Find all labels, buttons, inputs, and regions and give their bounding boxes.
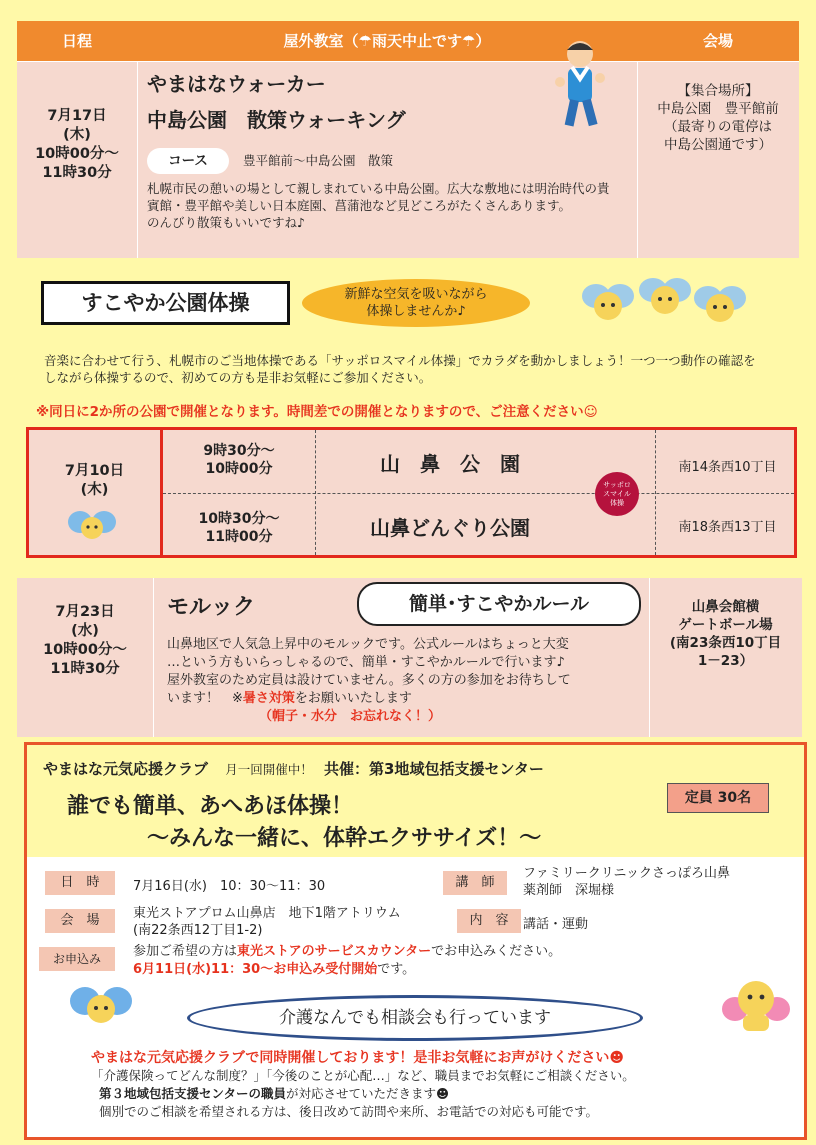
event-description: 札幌市民の憩いの場として親しまれている中島公園。広大な敷地には明治時代の貴 賓館・豊平館や美しい日本庭園、菖蒲池など見どころがたくさんあります。 のんびり散策もいいですね♪: [147, 181, 610, 230]
molkky-venue: 山鼻会館横 ゲートボール場 (南23条西10丁目 1－23）: [669, 599, 782, 669]
club-place: 東光ストアプロム山鼻店 地下1階アトリウム (南22条西12丁目1-2): [133, 906, 401, 938]
park-schedule-table: [26, 427, 797, 558]
meeting-place: 【集合場所】 中島公園 豊平館前 （最寄りの電停は 中島公園通です）: [657, 83, 779, 153]
lecturer-label: 講 師: [443, 871, 507, 895]
course-text: 豊平館前～中島公園 散策: [243, 153, 394, 168]
col-venue-header: 会場: [702, 32, 733, 50]
content-label: 内 容: [457, 909, 521, 933]
club-subtitle: ～みんな一緒に、体幹エクササイズ！～: [147, 826, 542, 851]
time-slot-1: 9時30分～ 10時00分: [203, 443, 275, 477]
exercise-bubble: 新鮮な空気を吸いながら 体操しませんか♪: [302, 279, 530, 327]
consult-oval: 介護なんでも相談会も行っています: [187, 995, 643, 1041]
park-address-2: 南18条西13丁目: [678, 520, 777, 535]
molkky-rule-bubble: 簡単･すこやかルール: [357, 582, 641, 626]
club-name: やまはな元気応援クラブ 月一回開催中！ 共催：第3地域包括支援センター: [43, 760, 544, 778]
club-lecturer: ファミリークリニックさっぽろ山鼻 薬剤師 深堀様: [523, 866, 730, 898]
umbrella-icon: ☂: [462, 32, 476, 50]
park-name-2: 山鼻どんぐり公園: [370, 516, 530, 540]
walker-illustration: [542, 34, 612, 134]
park-address-1: 南14条西10丁目: [678, 460, 777, 475]
consult-description: 「介護保険ってどんな制度？」「今後のことが心配…」など、職員までお気軽にご相談ください。 第３地域包括支援センターの職員が対応させていただきます☻ 個別でのご相談を希望される方は、後日改めて訪問や来所、お電話での対応も可能です。: [91, 1068, 635, 1119]
event-subtitle: 中島公園 散策ウォーキング: [147, 108, 406, 132]
umbrella-icon: ☂: [358, 32, 372, 50]
club-datetime: 7月16日(水) 10：30～11：30: [133, 879, 326, 894]
exercise-heading: すこやか公園体操: [41, 281, 290, 325]
exercise-notice: ※同日に2か所の公園で開催となります。時間差での開催となりますので、ご注意ください☺: [36, 404, 598, 420]
course-label: コース: [147, 148, 229, 174]
outdoor-row: [17, 61, 799, 258]
club-title: 誰でも簡単、あへあほ体操！: [67, 794, 354, 819]
exercise-description: 音楽に合わせて行う、札幌市のご当地体操である「サッポロスマイル体操」でカラダを動かしましょう！一つ一つ動作の確認を しながら体操するので、初めての方も是非お気軽にご参加ください。: [44, 353, 756, 385]
club-section: [24, 742, 807, 1140]
datetime-label: 日 時: [45, 871, 115, 895]
place-label: 会 場: [45, 909, 115, 933]
club-apply: 参加ご希望の方は東光ストアのサービスカウンターでお申込みください。 6月11日(水)11：30～お申込み受付開始です。: [133, 944, 562, 977]
col-date-header: 日程: [61, 32, 92, 50]
capacity-badge: 定員 30名: [667, 783, 769, 813]
col-class-header: 屋外教室（☂雨天中止です☂）: [283, 32, 491, 50]
molkky-row: [17, 578, 802, 737]
time-slot-2: 10時30分～ 11時00分: [198, 511, 280, 545]
apply-label: お申込み: [39, 947, 115, 971]
park-name-1: 山 鼻 公 園: [380, 452, 520, 476]
event-date: 7月17日 (木) 10時00分～ 11時30分: [35, 108, 119, 181]
molkky-date: 7月23日 (水) 10時00分～ 11時30分: [43, 604, 127, 677]
bee-icon: [67, 507, 117, 543]
club-content: 講話・運動: [523, 917, 589, 932]
consult-notice: やまはな元気応援クラブで同時開催しております！是非お気軽にお声がけください☻: [91, 1050, 625, 1066]
bee-characters-illustration: [580, 270, 750, 335]
outdoor-table-header: [17, 21, 799, 61]
bee-icon: [69, 981, 133, 1031]
exercise-date: 7月10日 (木): [64, 463, 125, 498]
event-title: やまはなウォーカー: [147, 72, 326, 96]
molkky-description: 山鼻地区で人気急上昇中のモルックです。公式ルールはちょっと大変 …という方もいらっしゃるので、簡単・すこやかルールで行います♪ 屋外教室のため定員は設けていません。多くの方の参加をお待ちして います！ ※暑さ対策をお願いいたします （帽子・水分 お忘れなく！）: [167, 637, 571, 724]
molkky-title: モルック: [167, 595, 256, 620]
sapporo-smile-logo: サッポロ スマイル 体操: [595, 472, 639, 516]
bee-icon: [721, 971, 791, 1037]
